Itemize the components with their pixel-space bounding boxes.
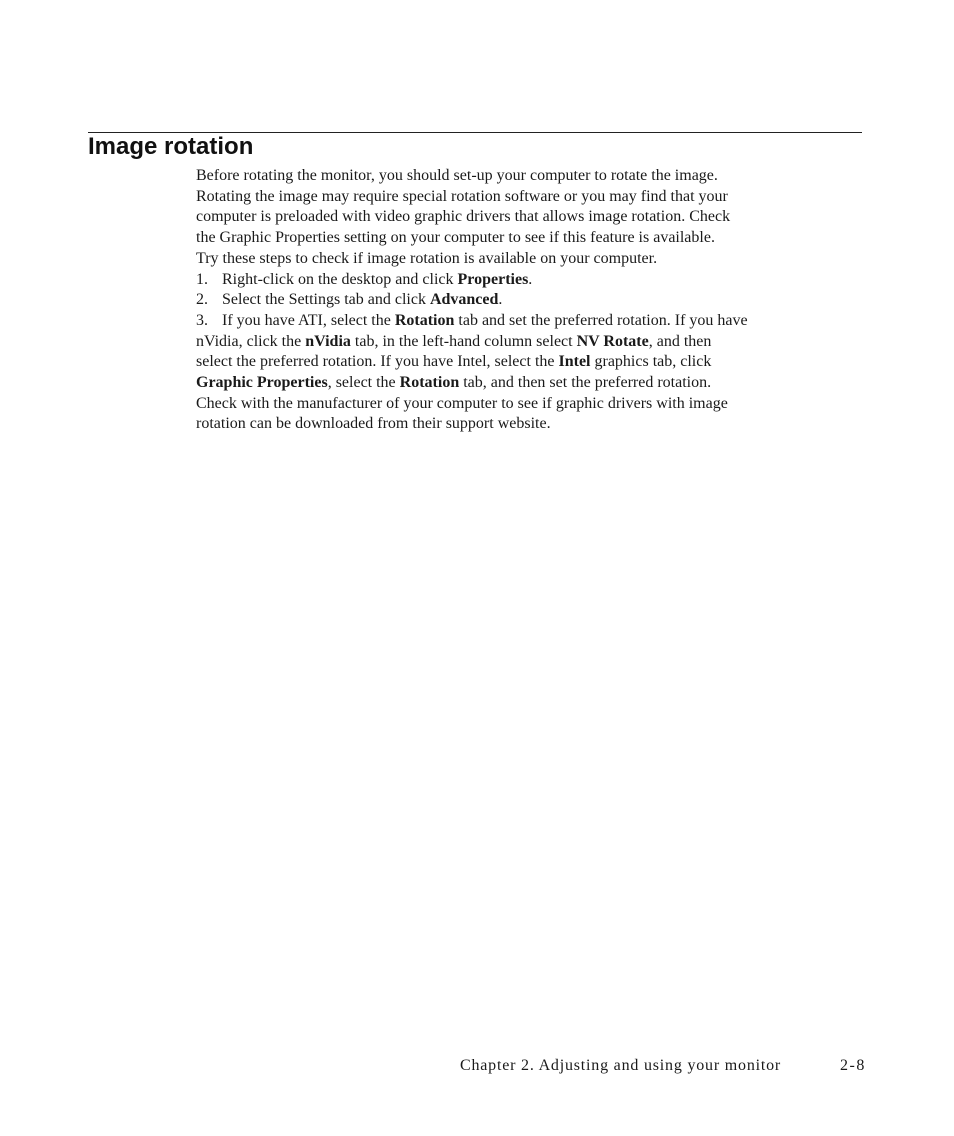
step-text: select the preferred rotation. If you have Intel, select the (196, 353, 559, 371)
closing-line: rotation can be downloaded from their support website. (196, 415, 551, 433)
step-3-line-1 (196, 311, 816, 332)
step-1 (196, 270, 816, 291)
step-keyword: Advanced (429, 291, 499, 309)
step-text: tab and set the preferred rotation. If you have (454, 311, 748, 329)
step-number: 3. (196, 311, 208, 329)
intro-line: Try these steps to check if image rotation is available on your computer. (196, 249, 658, 267)
step-text: graphics tab, click (590, 353, 712, 371)
step-2 (196, 290, 816, 311)
footer-chapter-title: Chapter 2. Adjusting and using your monitor (460, 1057, 782, 1074)
step-3-line-3 (196, 352, 816, 373)
step-keyword: NV Rotate (576, 332, 649, 350)
step-keyword: Intel (558, 353, 591, 371)
section-title: Image rotation (88, 133, 254, 160)
step-text: , and then (648, 332, 712, 350)
closing-line: Check with the manufacturer of your computer to see if graphic drivers with image (196, 394, 728, 412)
step-number: 1. (196, 270, 208, 288)
body-text (196, 166, 816, 435)
step-text: Select the Settings tab and click (222, 291, 430, 309)
footer-page-number: 2-8 (840, 1057, 866, 1074)
step-text: tab, in the left-hand column select (350, 332, 577, 350)
step-number: 2. (196, 291, 208, 309)
step-text: Right-click on the desktop and click (222, 270, 458, 288)
intro-line: Before rotating the monitor, you should set-up your computer to rotate the image. (196, 167, 718, 184)
intro-line: Rotating the image may require special rotation software or you may find that your (196, 187, 728, 205)
step-3-line-4 (196, 373, 816, 394)
step-keyword: Rotation (394, 311, 455, 329)
step-keyword: Graphic Properties (196, 374, 328, 392)
step-text: nVidia, click the (196, 332, 306, 350)
step-keyword: nVidia (305, 332, 351, 350)
intro-line: the Graphic Properties setting on your computer to see if this feature is available. (196, 229, 715, 247)
step-3-line-2 (196, 332, 816, 353)
step-punctuation: . (528, 270, 533, 288)
step-text: , select the (327, 374, 400, 392)
intro-line: computer is preloaded with video graphic drivers that allows image rotation. Check (196, 208, 731, 226)
step-keyword: Rotation (399, 374, 460, 392)
step-text: If you have ATI, select the (222, 311, 395, 329)
step-punctuation: . (498, 291, 503, 309)
step-keyword: Properties (457, 270, 529, 288)
step-text: tab, and then set the preferred rotation. (459, 374, 712, 392)
